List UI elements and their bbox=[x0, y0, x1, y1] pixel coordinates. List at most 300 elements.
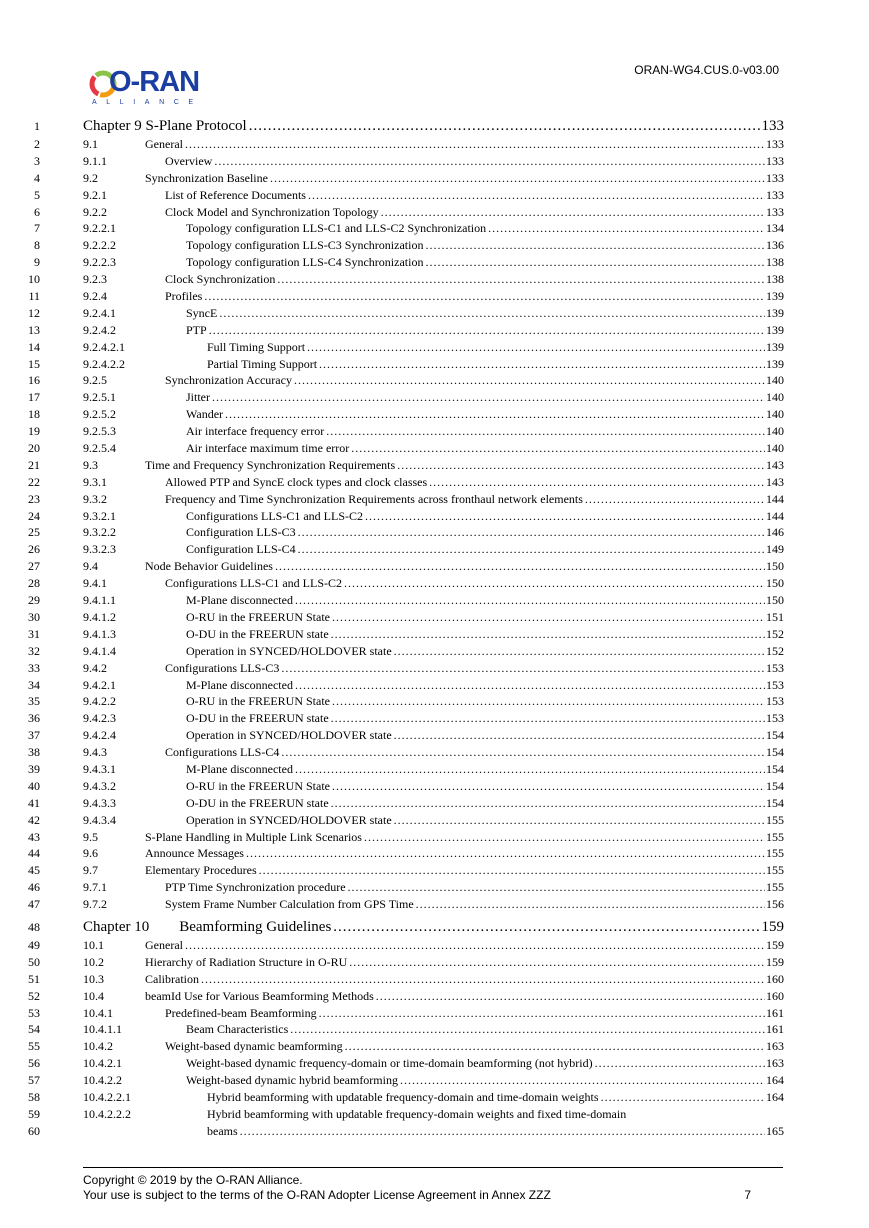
section-title: Hierarchy of Radiation Structure in O-RU bbox=[145, 954, 348, 969]
toc-row bbox=[0, 508, 869, 525]
page-number: 155 bbox=[766, 846, 784, 861]
logo-wordmark: O-RAN bbox=[109, 66, 200, 98]
section-title: Partial Timing Support bbox=[207, 356, 318, 371]
line-number: 41 bbox=[28, 795, 40, 810]
section-title: Profiles bbox=[165, 289, 203, 304]
line-number: 43 bbox=[28, 829, 40, 844]
section-title: General bbox=[145, 937, 183, 952]
line-number: 2 bbox=[34, 137, 40, 151]
dot-leader bbox=[425, 254, 765, 271]
section-number: 9.4.1 bbox=[83, 576, 107, 591]
section-title: O-DU in the FREERUN state bbox=[186, 626, 329, 641]
section-title: Synchronization Baseline bbox=[145, 170, 268, 185]
toc-entry-link[interactable] bbox=[165, 204, 784, 221]
page-number: 150 bbox=[766, 559, 784, 574]
line-number: 39 bbox=[28, 761, 40, 776]
toc-entry-link[interactable] bbox=[145, 954, 784, 971]
section-number: 9.4.1.3 bbox=[83, 626, 116, 641]
toc-entry-link[interactable] bbox=[165, 575, 784, 592]
page-number: 164 bbox=[766, 1073, 784, 1088]
section-number: 9.4.2.2 bbox=[83, 694, 116, 709]
line-number: 30 bbox=[28, 609, 40, 624]
section-title: SyncE bbox=[186, 305, 218, 320]
dot-leader bbox=[185, 136, 765, 153]
section-title: PTP bbox=[186, 322, 207, 337]
page-number: 159 bbox=[766, 954, 784, 969]
dot-leader bbox=[425, 237, 765, 254]
line-number: 35 bbox=[28, 694, 40, 709]
toc-row bbox=[0, 988, 869, 1005]
toc-entry-link[interactable] bbox=[165, 271, 784, 288]
line-number: 28 bbox=[28, 576, 40, 591]
toc-entry-link[interactable] bbox=[83, 117, 784, 136]
section-title: General bbox=[145, 137, 183, 151]
section-number: 9.2.2.3 bbox=[83, 255, 116, 270]
toc-row bbox=[0, 136, 869, 153]
toc-entry-link[interactable] bbox=[186, 812, 784, 829]
toc-row bbox=[0, 423, 869, 440]
toc-row bbox=[0, 710, 869, 727]
page-number: 154 bbox=[766, 728, 784, 743]
page-number: 133 bbox=[766, 187, 784, 202]
line-number: 21 bbox=[28, 457, 40, 472]
toc-entry-link[interactable] bbox=[186, 609, 784, 626]
line-number: 40 bbox=[28, 778, 40, 793]
dot-leader bbox=[397, 457, 765, 474]
toc-entry-link[interactable] bbox=[165, 744, 784, 761]
toc-row bbox=[0, 117, 869, 136]
line-number: 18 bbox=[28, 407, 40, 422]
line-number: 4 bbox=[34, 170, 40, 185]
dot-leader bbox=[331, 626, 765, 643]
line-number: 23 bbox=[28, 491, 40, 506]
toc-entry-link[interactable] bbox=[165, 660, 784, 677]
section-number: 10.1 bbox=[83, 937, 104, 952]
logo-subtitle: ALLIANCE bbox=[92, 99, 203, 106]
dot-leader bbox=[298, 524, 765, 541]
toc-row bbox=[0, 795, 869, 812]
toc-row bbox=[0, 744, 869, 761]
dot-leader bbox=[298, 541, 765, 558]
section-number: 10.4.1 bbox=[83, 1005, 113, 1020]
dot-leader bbox=[307, 339, 765, 356]
page-number: 143 bbox=[766, 457, 784, 472]
line-number: 56 bbox=[28, 1056, 40, 1071]
dot-leader bbox=[400, 1072, 765, 1089]
toc-entry-link[interactable] bbox=[207, 1123, 784, 1140]
page-number: 151 bbox=[766, 609, 784, 624]
section-number: 9.4.2.4 bbox=[83, 728, 116, 743]
toc-entry-link[interactable] bbox=[145, 971, 784, 988]
page-number: 149 bbox=[766, 542, 784, 557]
toc-entry-link[interactable] bbox=[186, 440, 784, 457]
page-number: 133 bbox=[766, 204, 784, 219]
line-number: 29 bbox=[28, 593, 40, 608]
line-number: 49 bbox=[28, 937, 40, 952]
page-number: 143 bbox=[766, 474, 784, 489]
dot-leader bbox=[270, 170, 765, 187]
section-title: Operation in SYNCED/HOLDOVER state bbox=[186, 812, 392, 827]
page-number: 134 bbox=[766, 221, 784, 236]
section-title: List of Reference Documents bbox=[165, 187, 306, 202]
toc-row bbox=[0, 918, 869, 937]
dot-leader bbox=[290, 1021, 765, 1038]
toc-entry-link[interactable] bbox=[165, 896, 784, 913]
section-title: Weight-based dynamic frequency-domain or time-domain beamforming (not hybrid) bbox=[186, 1056, 593, 1071]
toc-row bbox=[0, 1106, 869, 1123]
dot-leader bbox=[277, 271, 765, 288]
toc-entry-link[interactable] bbox=[145, 829, 784, 846]
section-number: 9.2.4.2 bbox=[83, 322, 116, 337]
toc-row bbox=[0, 677, 869, 694]
line-number: 53 bbox=[28, 1005, 40, 1020]
toc-entry-link[interactable] bbox=[186, 1055, 784, 1072]
section-number: 9.3.2 bbox=[83, 491, 107, 506]
toc-entry-link[interactable] bbox=[207, 1106, 784, 1123]
toc-row bbox=[0, 271, 869, 288]
section-number: 9.2.4.2.2 bbox=[83, 356, 125, 371]
dot-leader bbox=[259, 862, 765, 879]
toc-row bbox=[0, 954, 869, 971]
line-number: 19 bbox=[28, 424, 40, 439]
section-title: O-RU in the FREERUN State bbox=[186, 778, 330, 793]
toc-entry-link[interactable] bbox=[186, 795, 784, 812]
section-number: 9.3.2.1 bbox=[83, 508, 116, 523]
dot-leader bbox=[281, 660, 765, 677]
toc-row bbox=[0, 254, 869, 271]
toc-row bbox=[0, 187, 869, 204]
line-number: 13 bbox=[28, 322, 40, 337]
toc-entry-link[interactable] bbox=[207, 1089, 784, 1106]
section-number: 10.4.2.2.1 bbox=[83, 1089, 131, 1104]
page-number: 154 bbox=[766, 778, 784, 793]
toc-row bbox=[0, 609, 869, 626]
toc-entry-link[interactable] bbox=[165, 491, 784, 508]
page-number: 140 bbox=[766, 441, 784, 456]
toc-entry-link[interactable] bbox=[186, 693, 784, 710]
line-number: 38 bbox=[28, 745, 40, 760]
toc-row bbox=[0, 474, 869, 491]
line-number: 45 bbox=[28, 863, 40, 878]
dot-leader bbox=[225, 406, 765, 423]
toc-entry-link[interactable] bbox=[186, 541, 784, 558]
page-number: 146 bbox=[766, 525, 784, 540]
section-title: O-DU in the FREERUN state bbox=[186, 795, 329, 810]
section-title: S-Plane Handling in Multiple Link Scenarios bbox=[145, 829, 362, 844]
section-number: 9.4.2 bbox=[83, 660, 107, 675]
page-number: 140 bbox=[766, 407, 784, 422]
section-number: 10.4.2.2.2 bbox=[83, 1106, 131, 1121]
toc-entry-link[interactable] bbox=[165, 1038, 784, 1055]
section-number: 9.2 bbox=[83, 170, 98, 185]
toc-entry-link[interactable] bbox=[145, 457, 784, 474]
section-title: Clock Model and Synchronization Topology bbox=[165, 204, 379, 219]
dot-leader bbox=[331, 710, 765, 727]
section-title: Frequency and Time Synchronization Requirements across fronthaul network elements bbox=[165, 491, 583, 506]
section-title: Jitter bbox=[186, 390, 210, 405]
page-number: 150 bbox=[766, 593, 784, 608]
dot-leader bbox=[295, 677, 765, 694]
toc-entry-link[interactable] bbox=[145, 845, 784, 862]
toc-row bbox=[0, 896, 869, 913]
footer-page-number: 7 bbox=[744, 1188, 751, 1202]
toc-row bbox=[0, 322, 869, 339]
toc-row bbox=[0, 971, 869, 988]
dot-leader bbox=[394, 727, 765, 744]
line-number: 10 bbox=[28, 272, 40, 287]
page-number: 153 bbox=[766, 694, 784, 709]
toc-entry-link[interactable] bbox=[145, 170, 784, 187]
page-number: 144 bbox=[766, 491, 784, 506]
dot-leader bbox=[348, 879, 765, 896]
toc-row bbox=[0, 1072, 869, 1089]
toc-row bbox=[0, 1123, 869, 1140]
toc-entry-link[interactable] bbox=[186, 626, 784, 643]
section-title: Hybrid beamforming with updatable frequency-domain weights and fixed time-domain bbox=[207, 1106, 627, 1121]
page-number: 138 bbox=[766, 272, 784, 287]
section-title: Topology configuration LLS-C3 Synchronization bbox=[186, 238, 424, 253]
line-number: 37 bbox=[28, 728, 40, 743]
section-title: M-Plane disconnected bbox=[186, 677, 293, 692]
page-footer bbox=[83, 1167, 783, 1203]
section-number: 9.2.1 bbox=[83, 187, 107, 202]
toc-entry-link[interactable] bbox=[186, 592, 784, 609]
toc-entry-link[interactable] bbox=[186, 710, 784, 727]
page-number: 156 bbox=[766, 897, 784, 912]
dot-leader bbox=[345, 1038, 765, 1055]
toc-row bbox=[0, 440, 869, 457]
toc-entry-link[interactable] bbox=[186, 1021, 784, 1038]
toc-row bbox=[0, 339, 869, 356]
dot-leader bbox=[429, 474, 765, 491]
toc-row bbox=[0, 778, 869, 795]
toc-entry-link[interactable] bbox=[186, 406, 784, 423]
line-number: 59 bbox=[28, 1106, 40, 1121]
dot-leader bbox=[275, 558, 765, 575]
section-number: 9.2.5 bbox=[83, 373, 107, 388]
toc-row bbox=[0, 457, 869, 474]
dot-leader bbox=[214, 153, 765, 170]
dot-leader bbox=[295, 761, 765, 778]
toc-entry-link[interactable] bbox=[165, 372, 784, 389]
page-number: 155 bbox=[766, 863, 784, 878]
section-number: 10.3 bbox=[83, 971, 104, 986]
section-number: 9.2.2.1 bbox=[83, 221, 116, 236]
line-number: 17 bbox=[28, 390, 40, 405]
toc-entry-link[interactable] bbox=[165, 879, 784, 896]
dot-leader bbox=[185, 937, 765, 954]
dot-leader bbox=[585, 491, 765, 508]
line-number: 5 bbox=[34, 187, 40, 202]
section-number: 9.4 bbox=[83, 559, 98, 574]
toc-entry-link[interactable] bbox=[186, 237, 784, 254]
section-title: Hybrid beamforming with updatable frequency-domain and time-domain weights bbox=[207, 1089, 599, 1104]
dot-leader bbox=[219, 305, 765, 322]
toc-row bbox=[0, 237, 869, 254]
toc-entry-link[interactable] bbox=[186, 389, 784, 406]
page-number: 133 bbox=[766, 153, 784, 168]
dot-leader bbox=[394, 643, 765, 660]
section-title: O-RU in the FREERUN State bbox=[186, 694, 330, 709]
page-number: 136 bbox=[766, 238, 784, 253]
page-number: 152 bbox=[766, 643, 784, 658]
section-title: Wander bbox=[186, 407, 224, 422]
page-number: 153 bbox=[766, 660, 784, 675]
toc-entry-link[interactable] bbox=[207, 339, 784, 356]
page-number: 150 bbox=[766, 576, 784, 591]
toc-entry-link[interactable] bbox=[145, 862, 784, 879]
toc-entry-link[interactable] bbox=[186, 220, 784, 237]
toc-entry-link[interactable] bbox=[186, 727, 784, 744]
toc-entry-link[interactable] bbox=[186, 524, 784, 541]
dot-leader bbox=[331, 795, 765, 812]
page-number: 153 bbox=[766, 711, 784, 726]
dot-leader bbox=[394, 812, 765, 829]
section-title: Topology configuration LLS-C1 and LLS-C2 Synchronization bbox=[186, 221, 487, 236]
section-number: 10.4.2 bbox=[83, 1039, 113, 1054]
toc-entry-link[interactable] bbox=[186, 305, 784, 322]
section-title: Configuration LLS-C3 bbox=[186, 525, 296, 540]
toc-entry-link[interactable] bbox=[186, 508, 784, 525]
page-number: 152 bbox=[766, 626, 784, 641]
toc-entry-link[interactable] bbox=[186, 761, 784, 778]
toc-row bbox=[0, 170, 869, 187]
toc-entry-link[interactable] bbox=[165, 474, 784, 491]
section-number: 9.4.1.2 bbox=[83, 609, 116, 624]
dot-leader bbox=[381, 204, 765, 221]
toc-row bbox=[0, 879, 869, 896]
line-number: 48 bbox=[28, 919, 40, 934]
section-title: beams bbox=[207, 1123, 238, 1138]
page-number: 164 bbox=[766, 1089, 784, 1104]
toc-row bbox=[0, 862, 869, 879]
line-number: 52 bbox=[28, 988, 40, 1003]
toc-entry-link[interactable] bbox=[83, 918, 784, 937]
dot-leader bbox=[249, 117, 761, 136]
toc-entry-link[interactable] bbox=[207, 356, 784, 373]
toc-row bbox=[0, 558, 869, 575]
toc-row bbox=[0, 1055, 869, 1072]
page-number: 139 bbox=[766, 339, 784, 354]
toc-entry-link[interactable] bbox=[145, 558, 784, 575]
page-number: 155 bbox=[766, 812, 784, 827]
toc-row bbox=[0, 305, 869, 322]
page-number: 159 bbox=[761, 918, 784, 935]
line-number: 42 bbox=[28, 812, 40, 827]
oran-logo bbox=[88, 66, 203, 110]
section-title: Node Behavior Guidelines bbox=[145, 559, 273, 574]
section-title: Configurations LLS-C1 and LLS-C2 bbox=[165, 576, 342, 591]
page-number: 154 bbox=[766, 761, 784, 776]
section-title: Elementary Procedures bbox=[145, 863, 257, 878]
dot-leader bbox=[332, 693, 765, 710]
section-number: 9.7.2 bbox=[83, 897, 107, 912]
line-number: 47 bbox=[28, 897, 40, 912]
section-title: Configurations LLS-C4 bbox=[165, 745, 280, 760]
page-number: 139 bbox=[766, 322, 784, 337]
toc-row bbox=[0, 153, 869, 170]
toc-entry-link[interactable] bbox=[186, 778, 784, 795]
toc-entry-link[interactable] bbox=[165, 187, 784, 204]
section-title: beamId Use for Various Beamforming Methods bbox=[145, 988, 374, 1003]
page-number: 161 bbox=[766, 1005, 784, 1020]
toc-entry-link[interactable] bbox=[186, 677, 784, 694]
dot-leader bbox=[201, 971, 765, 988]
page-number: 159 bbox=[766, 937, 784, 952]
page-number: 140 bbox=[766, 373, 784, 388]
page-number: 140 bbox=[766, 424, 784, 439]
section-number: 9.2.5.3 bbox=[83, 424, 116, 439]
line-number: 14 bbox=[28, 339, 40, 354]
line-number: 26 bbox=[28, 542, 40, 557]
dot-leader bbox=[333, 918, 760, 937]
section-title: System Frame Number Calculation from GPS Time bbox=[165, 897, 414, 912]
page-number: 154 bbox=[766, 745, 784, 760]
section-title: Announce Messages bbox=[145, 846, 244, 861]
toc-entry-link[interactable] bbox=[186, 423, 784, 440]
section-title: Beam Characteristics bbox=[186, 1022, 289, 1037]
line-number: 44 bbox=[28, 846, 40, 861]
section-title: Overview bbox=[165, 153, 213, 168]
section-number: 9.1 bbox=[83, 137, 98, 151]
page-number: 153 bbox=[766, 677, 784, 692]
section-number: 9.3.2.3 bbox=[83, 542, 116, 557]
section-number: 10.4.1.1 bbox=[83, 1022, 122, 1037]
dot-leader bbox=[351, 440, 765, 457]
toc-row bbox=[0, 541, 869, 558]
dot-leader bbox=[209, 322, 765, 339]
toc-entry-link[interactable] bbox=[165, 1005, 784, 1022]
dot-leader bbox=[319, 356, 765, 373]
section-number: 9.3 bbox=[83, 457, 98, 472]
dot-leader bbox=[344, 575, 765, 592]
toc-entry-link[interactable] bbox=[145, 988, 784, 1005]
page-number: 155 bbox=[766, 880, 784, 895]
page-number: 154 bbox=[766, 795, 784, 810]
section-title: M-Plane disconnected bbox=[186, 761, 293, 776]
toc-row bbox=[0, 524, 869, 541]
toc-row bbox=[0, 937, 869, 954]
toc-entry-link[interactable] bbox=[186, 254, 784, 271]
line-number: 46 bbox=[28, 880, 40, 895]
toc-entry-link[interactable] bbox=[186, 1072, 784, 1089]
section-title: O-RU in the FREERUN State bbox=[186, 609, 330, 624]
dot-leader bbox=[488, 220, 765, 237]
dot-leader bbox=[246, 845, 765, 862]
dot-leader bbox=[376, 988, 765, 1005]
toc-row bbox=[0, 829, 869, 846]
toc-entry-link[interactable] bbox=[186, 322, 784, 339]
section-title: Operation in SYNCED/HOLDOVER state bbox=[186, 728, 392, 743]
page-number: 133 bbox=[761, 118, 784, 134]
toc-entry-link[interactable] bbox=[145, 937, 784, 954]
footer-license: Your use is subject to the terms of the O-RAN Adopter License Agreement in Annex ZZZ bbox=[83, 1188, 551, 1202]
toc-row bbox=[0, 812, 869, 829]
toc-row bbox=[0, 693, 869, 710]
line-number: 50 bbox=[28, 954, 40, 969]
page-number: 155 bbox=[766, 829, 784, 844]
toc-entry-link[interactable] bbox=[145, 136, 784, 153]
toc-row bbox=[0, 406, 869, 423]
section-number: 9.4.2.1 bbox=[83, 677, 116, 692]
toc-entry-link[interactable] bbox=[165, 288, 784, 305]
toc-entry-link[interactable] bbox=[165, 153, 784, 170]
line-number: 7 bbox=[34, 221, 40, 236]
toc-entry-link[interactable] bbox=[186, 643, 784, 660]
page-number: 144 bbox=[766, 508, 784, 523]
dot-leader bbox=[416, 896, 765, 913]
dot-leader bbox=[364, 829, 765, 846]
